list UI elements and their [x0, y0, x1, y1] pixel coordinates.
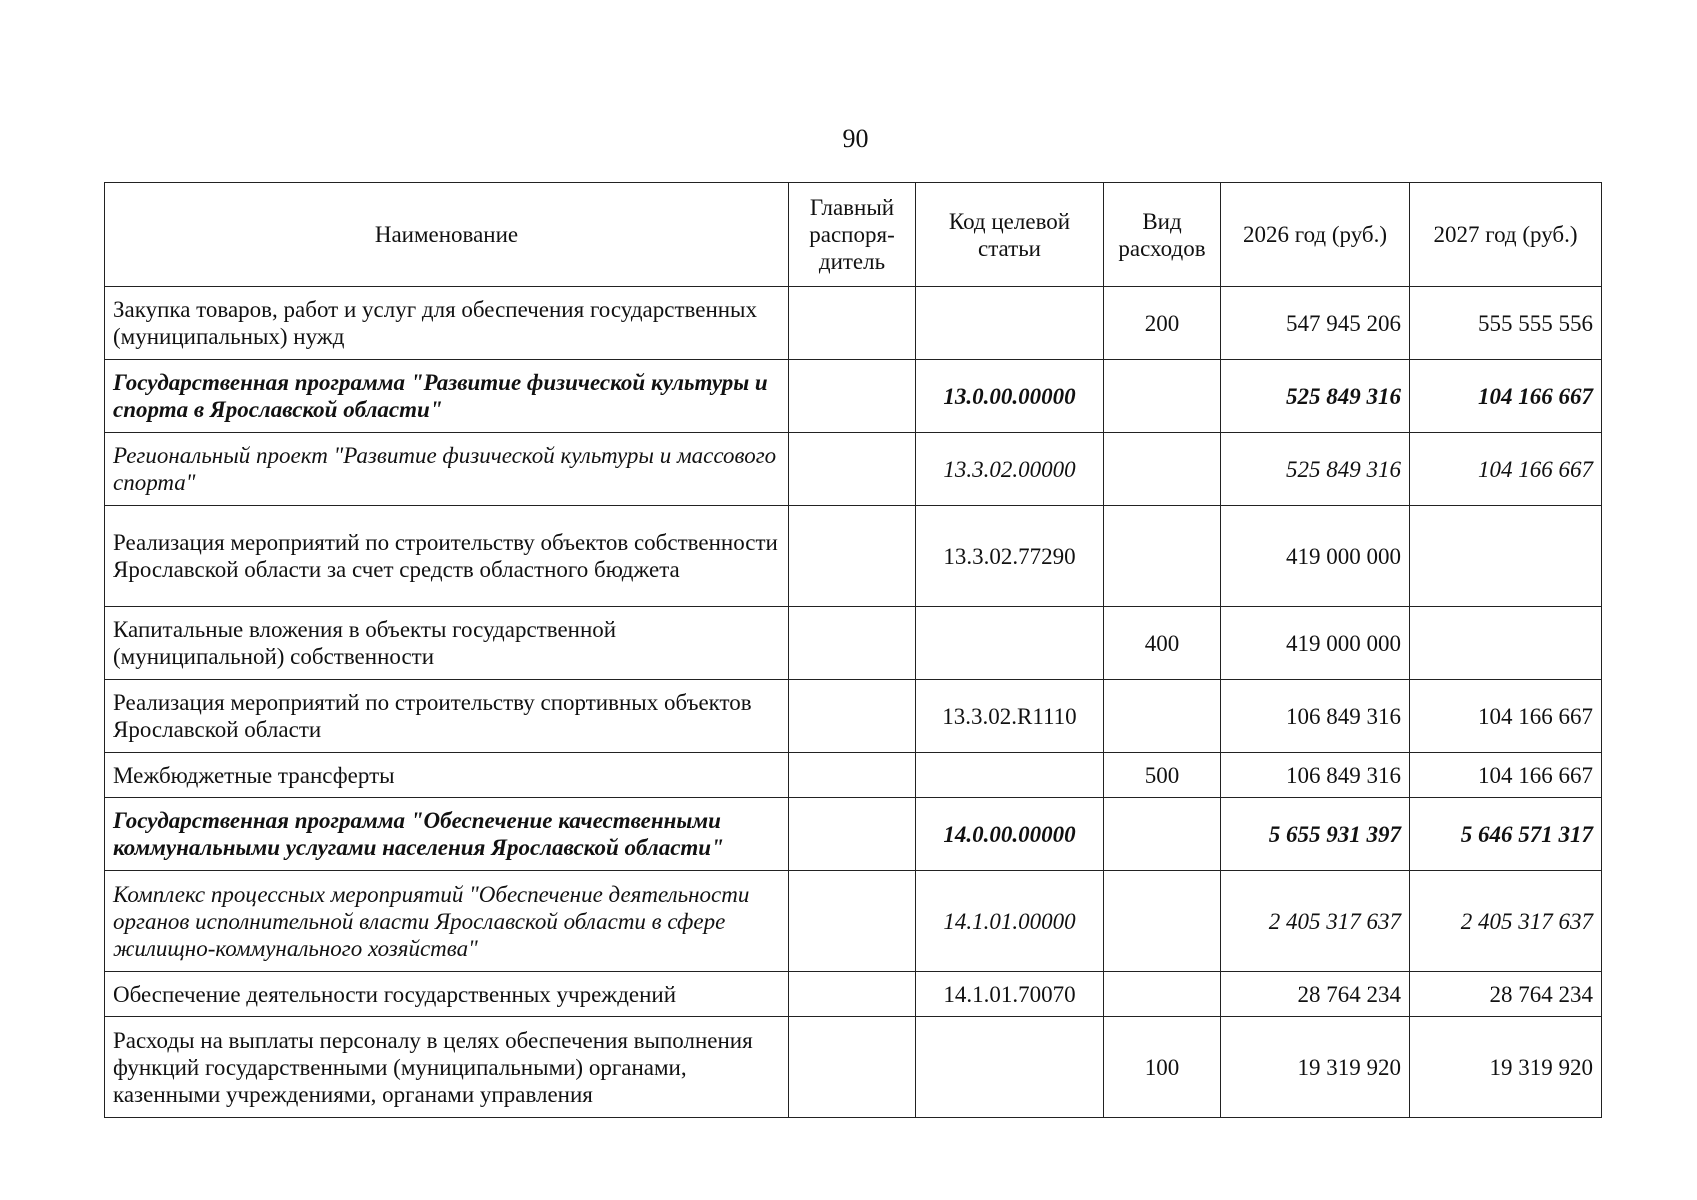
row-code [916, 287, 1104, 360]
row-amount-2026: 28 764 234 [1221, 972, 1410, 1017]
row-expense-type [1104, 871, 1221, 972]
row-expense-type: 400 [1104, 607, 1221, 680]
row-amount-2027: 19 319 920 [1410, 1017, 1602, 1118]
row-amount-2027: 2 405 317 637 [1410, 871, 1602, 972]
row-amount-2026: 106 849 316 [1221, 680, 1410, 753]
row-manager [789, 798, 916, 871]
row-amount-2026: 5 655 931 397 [1221, 798, 1410, 871]
table-row [105, 506, 1602, 607]
row-amount-2027 [1410, 607, 1602, 680]
row-code: 13.3.02.00000 [916, 433, 1104, 506]
row-code: 13.0.00.00000 [916, 360, 1104, 433]
row-manager [789, 607, 916, 680]
row-name: Государственная программа "Развитие физической культуры и спорта в Ярославской области" [105, 360, 789, 433]
row-manager [789, 972, 916, 1017]
table-row [105, 871, 1602, 972]
row-amount-2026: 106 849 316 [1221, 753, 1410, 798]
row-manager [789, 871, 916, 972]
row-amount-2027: 5 646 571 317 [1410, 798, 1602, 871]
row-manager [789, 1017, 916, 1118]
row-code: 14.1.01.70070 [916, 972, 1104, 1017]
row-name: Реализация мероприятий по строительству спортивных объектов Ярославской области [105, 680, 789, 753]
row-name: Межбюджетные трансферты [105, 753, 789, 798]
row-amount-2026: 419 000 000 [1221, 607, 1410, 680]
row-amount-2026: 2 405 317 637 [1221, 871, 1410, 972]
row-expense-type [1104, 506, 1221, 607]
row-expense-type: 500 [1104, 753, 1221, 798]
row-manager [789, 506, 916, 607]
row-code: 14.0.00.00000 [916, 798, 1104, 871]
row-manager [789, 680, 916, 753]
row-code [916, 1017, 1104, 1118]
row-expense-type [1104, 433, 1221, 506]
row-expense-type [1104, 972, 1221, 1017]
table-row [105, 1017, 1602, 1118]
header-code: Код целевой статьи [916, 183, 1104, 287]
table-row [105, 753, 1602, 798]
row-manager [789, 360, 916, 433]
row-amount-2027: 104 166 667 [1410, 360, 1602, 433]
row-code [916, 607, 1104, 680]
row-expense-type [1104, 798, 1221, 871]
table-row [105, 360, 1602, 433]
row-expense-type: 200 [1104, 287, 1221, 360]
row-name: Комплекс процессных мероприятий "Обеспечение деятельности органов исполнительной власти Ярославской области в сфере жилищно-коммунального хозяйства" [105, 871, 789, 972]
row-name: Закупка товаров, работ и услуг для обеспечения государственных (муниципальных) нужд [105, 287, 789, 360]
row-code [916, 753, 1104, 798]
row-amount-2026: 525 849 316 [1221, 433, 1410, 506]
row-amount-2026: 19 319 920 [1221, 1017, 1410, 1118]
table-row [105, 433, 1602, 506]
row-name: Государственная программа "Обеспечение качественными коммунальными услугами населения Ярославской области" [105, 798, 789, 871]
row-manager [789, 753, 916, 798]
row-amount-2026: 547 945 206 [1221, 287, 1410, 360]
row-name: Региональный проект "Развитие физической культуры и массового спорта" [105, 433, 789, 506]
header-name: Наименование [105, 183, 789, 287]
row-code: 13.3.02.R1110 [916, 680, 1104, 753]
budget-table [104, 182, 1602, 1118]
header-year-2026: 2026 год (руб.) [1221, 183, 1410, 287]
table-row [105, 798, 1602, 871]
row-name: Обеспечение деятельности государственных учреждений [105, 972, 789, 1017]
row-manager [789, 433, 916, 506]
row-manager [789, 287, 916, 360]
row-name: Капитальные вложения в объекты государственной (муниципальной) собственности [105, 607, 789, 680]
row-amount-2026: 525 849 316 [1221, 360, 1410, 433]
header-expense-type: Вид расходов [1104, 183, 1221, 287]
row-amount-2026: 419 000 000 [1221, 506, 1410, 607]
row-name: Реализация мероприятий по строительству объектов собственности Ярославской области за счет средств областного бюджета [105, 506, 789, 607]
table-row [105, 972, 1602, 1017]
row-code: 14.1.01.00000 [916, 871, 1104, 972]
table-row [105, 607, 1602, 680]
header-year-2027: 2027 год (руб.) [1410, 183, 1602, 287]
row-amount-2027: 104 166 667 [1410, 753, 1602, 798]
row-code: 13.3.02.77290 [916, 506, 1104, 607]
row-expense-type: 100 [1104, 1017, 1221, 1118]
row-amount-2027: 104 166 667 [1410, 680, 1602, 753]
row-expense-type [1104, 680, 1221, 753]
row-amount-2027 [1410, 506, 1602, 607]
table-header-row [105, 183, 1602, 287]
page-number: 90 [842, 124, 869, 153]
table-row [105, 680, 1602, 753]
table-row [105, 287, 1602, 360]
row-expense-type [1104, 360, 1221, 433]
header-manager: Главный распоря-дитель [789, 183, 916, 287]
row-amount-2027: 28 764 234 [1410, 972, 1602, 1017]
row-amount-2027: 104 166 667 [1410, 433, 1602, 506]
row-name: Расходы на выплаты персоналу в целях обеспечения выполнения функций государственными (муниципальными) органами, казенными учреждениями, органами управления [105, 1017, 789, 1118]
row-amount-2027: 555 555 556 [1410, 287, 1602, 360]
